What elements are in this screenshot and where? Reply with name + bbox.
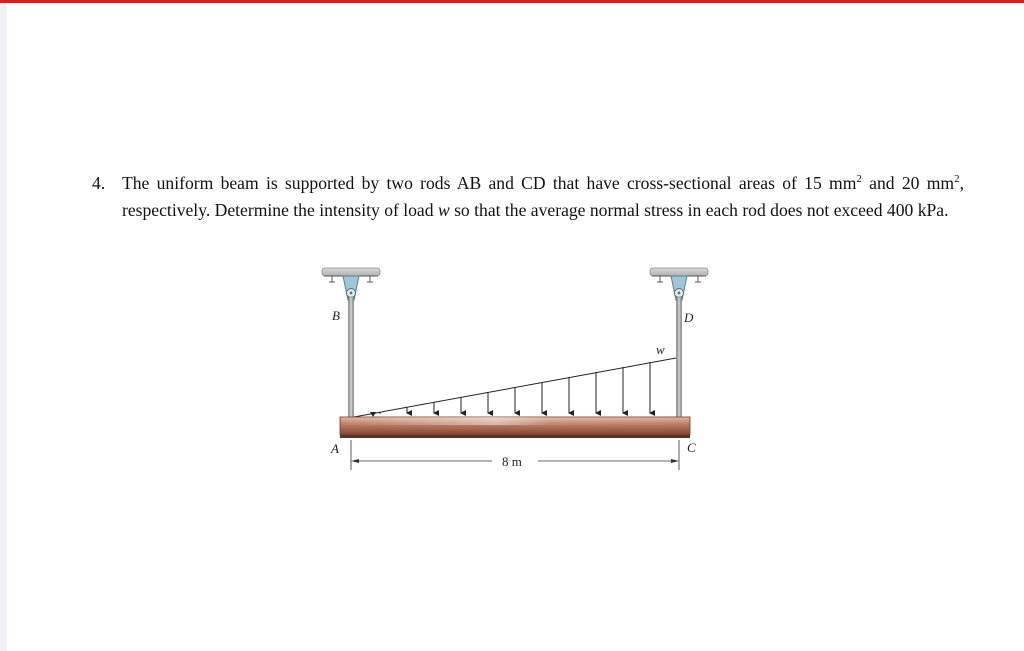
problem-text-part-2: and 20 mm [861, 173, 955, 193]
distributed-load [352, 358, 676, 417]
beam-figure [310, 264, 730, 484]
rod-ab [349, 297, 354, 420]
right-ceiling-support [650, 268, 708, 300]
problem-statement [92, 170, 964, 224]
label-w: w [656, 342, 665, 357]
label-d: D [684, 310, 694, 325]
superscript-2b: 2 [954, 173, 960, 186]
load-symbol: w [437, 200, 450, 220]
label-c: C [687, 440, 696, 455]
load-arrow-small [370, 412, 376, 417]
label-a: A [331, 441, 339, 456]
problem-text-part-3: , respectively. Determine the intensity of load [122, 173, 964, 220]
superscript-2a: 2 [856, 173, 862, 186]
beam [340, 417, 690, 438]
left-margin-rule [0, 3, 7, 651]
left-ceiling-support [322, 268, 380, 300]
rod-cd [677, 297, 682, 420]
problem-number: 4. [92, 173, 106, 193]
label-b: B [332, 308, 340, 323]
problem-text-part-4: so that the average normal stress in each rod does not exceed 400 kPa. [449, 200, 949, 220]
dimension-label: 8 m [502, 454, 522, 469]
problem-text-part-1: The uniform beam is supported by two rods AB and CD that have cross-sectional areas of 15 mm [122, 173, 857, 193]
problem-text [122, 170, 964, 224]
top-accent-bar [0, 0, 1024, 3]
